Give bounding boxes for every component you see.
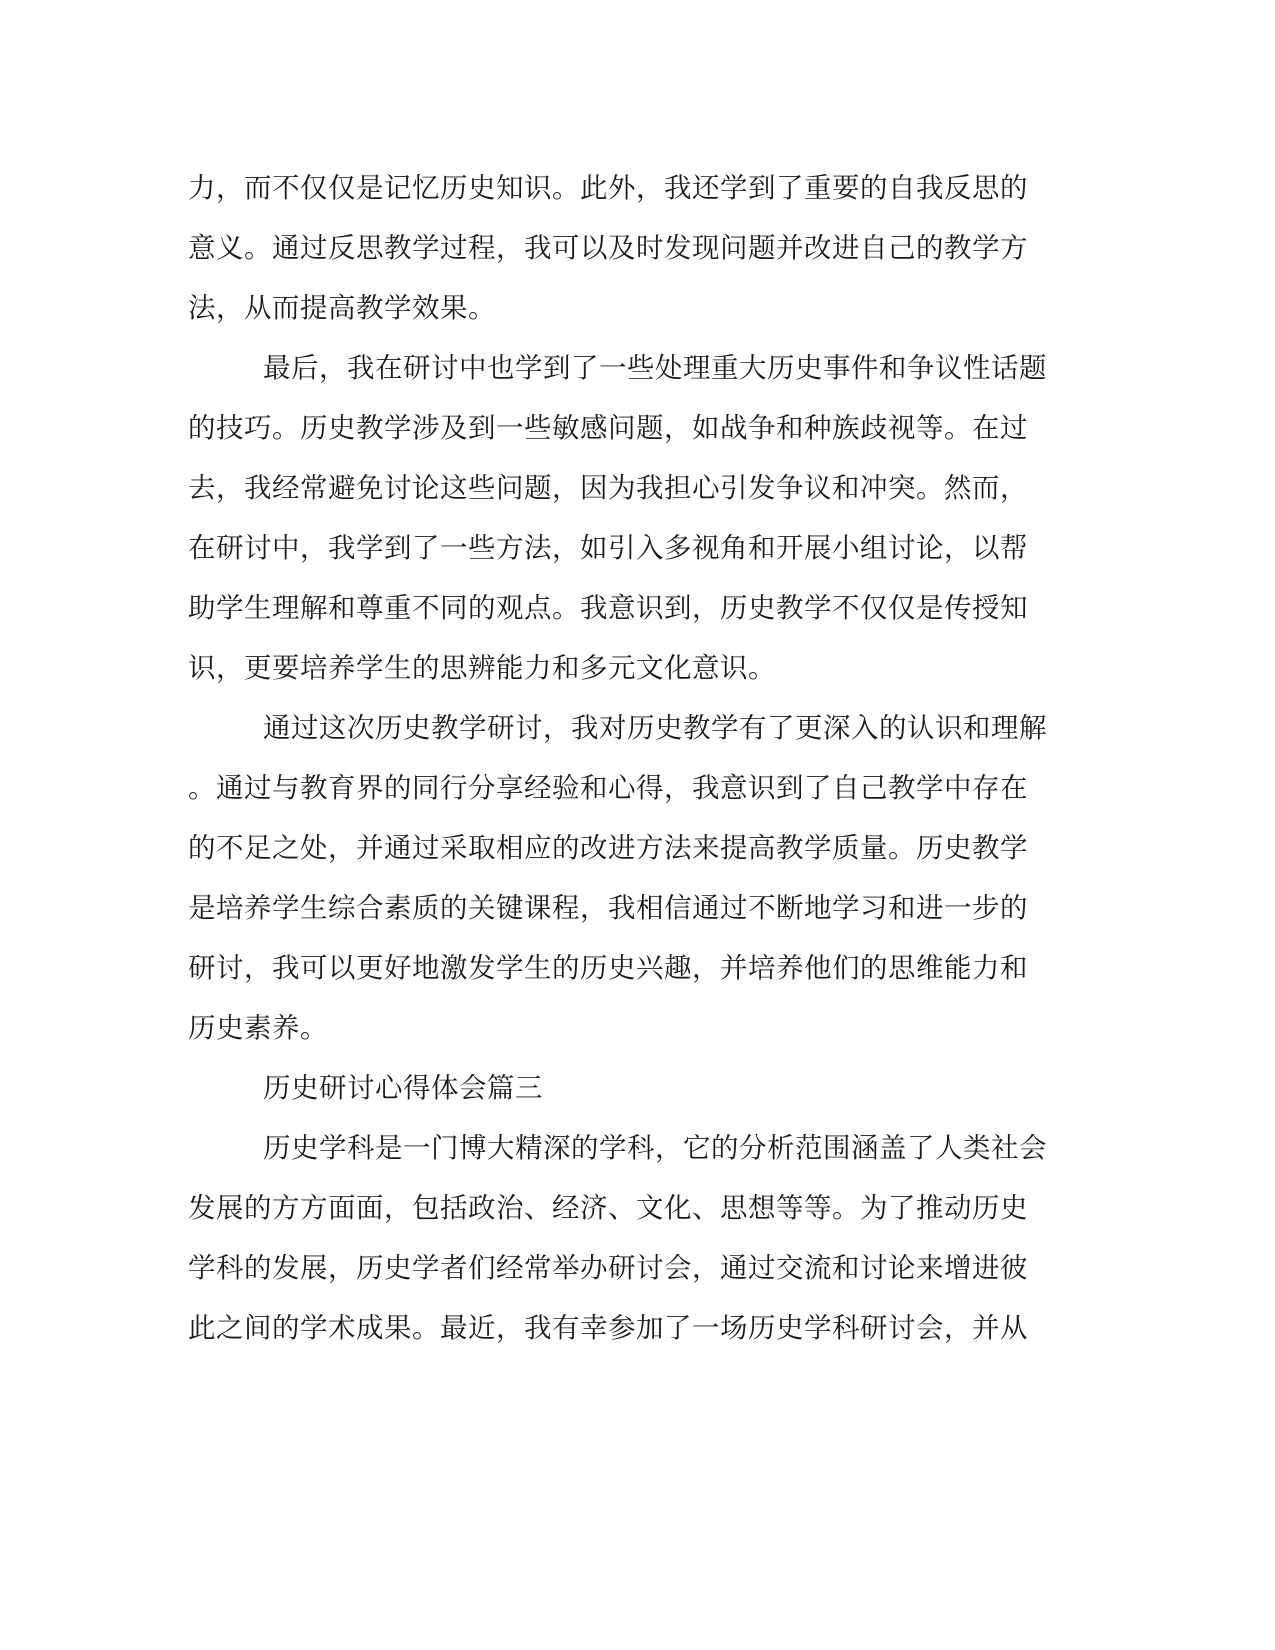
text-line: 法，从而提高教学效果。 (188, 292, 496, 324)
paragraph-start-line: 通过这次历史教学研讨，我对历史教学有了更深入的认识和理解 (263, 712, 1047, 744)
paragraph-start-line: 历史学科是一门博大精深的学科，它的分析范围涵盖了人类社会 (263, 1132, 1047, 1164)
section-heading: 历史研讨心得体会篇三 (263, 1072, 543, 1104)
paragraph-start-line: 最后，我在研讨中也学到了一些处理重大历史事件和争议性话题 (263, 352, 1047, 384)
text-line: 的不足之处，并通过采取相应的改进方法来提高教学质量。历史教学 (188, 832, 1028, 864)
text-line: 此之间的学术成果。最近，我有幸参加了一场历史学科研讨会，并从 (188, 1312, 1028, 1344)
text-line: 的技巧。历史教学涉及到一些敏感问题，如战争和种族歧视等。在过 (188, 412, 1028, 444)
text-line: 发展的方方面面，包括政治、经济、文化、思想等等。为了推动历史 (188, 1192, 1028, 1224)
text-line: 力，而不仅仅是记忆历史知识。此外，我还学到了重要的自我反思的 (188, 172, 1028, 204)
text-line: 是培养学生综合素质的关键课程，我相信通过不断地学习和进一步的 (188, 892, 1028, 924)
text-line: 去，我经常避免讨论这些问题，因为我担心引发争议和冲突。然而， (188, 472, 1028, 504)
text-line: 历史素养。 (188, 1012, 328, 1044)
text-line: 学科的发展，历史学者们经常举办研讨会，通过交流和讨论来增进彼 (188, 1252, 1028, 1284)
text-line: 研讨，我可以更好地激发学生的历史兴趣，并培养他们的思维能力和 (188, 952, 1028, 984)
text-line: 。通过与教育界的同行分享经验和心得，我意识到了自己教学中存在 (188, 772, 1028, 804)
body-text (188, 158, 1068, 1358)
text-line: 识，更要培养学生的思辨能力和多元文化意识。 (188, 652, 776, 684)
text-line: 在研讨中，我学到了一些方法，如引入多视角和开展小组讨论，以帮 (188, 532, 1028, 564)
text-line: 助学生理解和尊重不同的观点。我意识到，历史教学不仅仅是传授知 (188, 592, 1028, 624)
text-line: 意义。通过反思教学过程，我可以及时发现问题并改进自己的教学方 (188, 232, 1028, 264)
